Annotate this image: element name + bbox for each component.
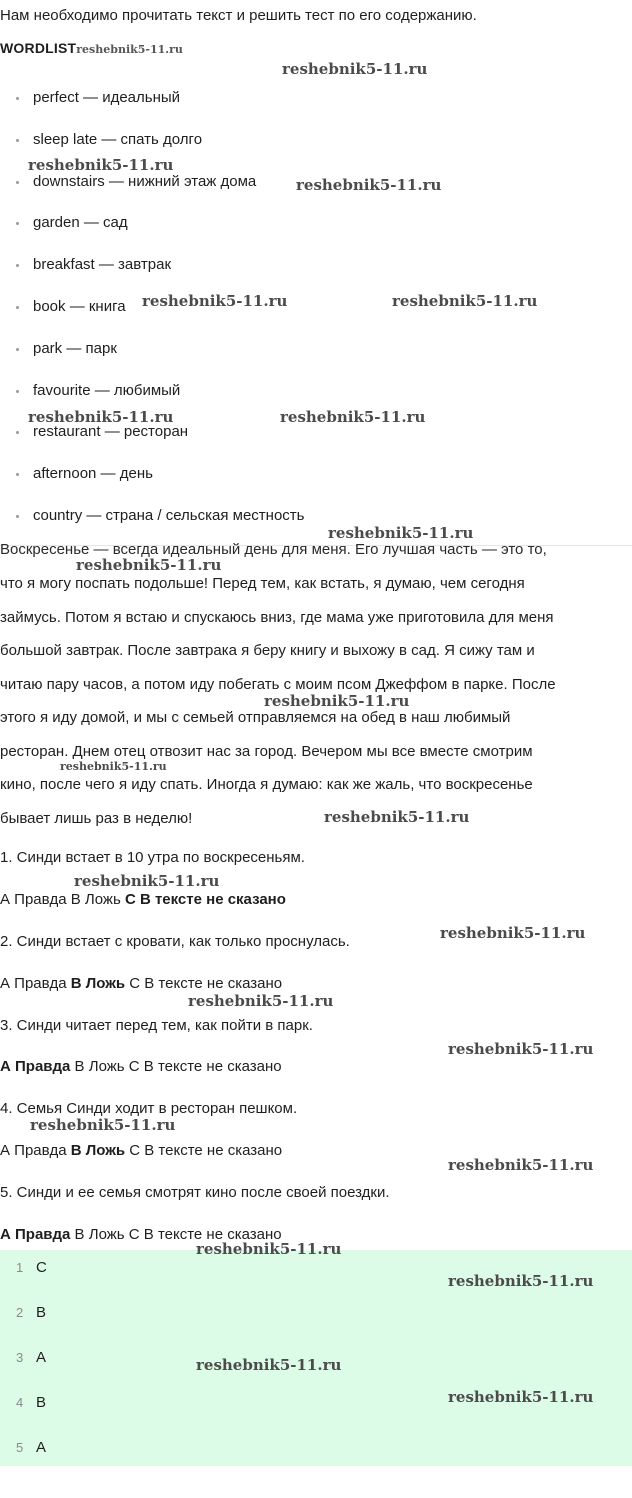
question-text: 1. Синди встает в 10 утра по воскресеньям. (0, 849, 305, 866)
question-text: 4. Семья Синди ходит в ресторан пешком. (0, 1100, 298, 1117)
watermark: reshebnik5-11.ru (328, 524, 474, 542)
watermark: reshebnik5-11.ru (196, 1356, 342, 1374)
story-line: этого я иду домой, и мы с семьей отправляемся на обед в наш любимый (0, 709, 511, 726)
wordlist-item-text: favourite — любимый (33, 381, 181, 399)
option-c-selected: С В тексте не сказано (124, 891, 286, 908)
option-b: В Ложь (70, 891, 121, 908)
answer-key-value: А (36, 1349, 47, 1366)
option-a-selected: А Правда (0, 1058, 71, 1075)
bullet-icon (16, 139, 19, 142)
option-c: С В тексте не сказано (128, 1058, 282, 1075)
wordlist-item (0, 88, 304, 130)
answer-options (0, 974, 282, 994)
story-line: читаю пару часов, а потом иду побегать с моим псом Джеффом в парке. После (0, 675, 556, 693)
wordlist-item (0, 213, 304, 255)
option-a: А Правда (0, 891, 67, 908)
answer-key-value: В (36, 1304, 47, 1321)
bullet-icon (16, 390, 19, 393)
wordlist-item-text: afternoon — день (33, 465, 153, 483)
wordlist-item (0, 255, 304, 297)
option-a: А Правда (0, 1142, 67, 1159)
answer-options (0, 1141, 282, 1161)
wordlist-title-label: WORDLIST (0, 40, 77, 56)
answer-key-value: С (36, 1259, 47, 1276)
watermark: reshebnik5-11.ru (440, 924, 586, 942)
wordlist-item-text: breakfast — завтрак (33, 256, 172, 274)
watermark: reshebnik5-11.ru (448, 1388, 594, 1406)
question-text: 5. Синди и ее семья смотрят кино после своей поездки. (0, 1184, 390, 1201)
story-text (0, 540, 632, 842)
story-line: займусь. Потом я встаю и спускаюсь вниз, где мама уже приготовила для меня (0, 608, 554, 626)
bullet-icon (16, 181, 19, 184)
wordlist-item-text: perfect — идеальный (33, 89, 181, 106)
answer-key-number: 4 (16, 1395, 24, 1410)
watermark: reshebnik5-11.ru (28, 156, 174, 174)
option-b-selected: В Ложь (70, 1142, 126, 1159)
question-text: 2. Синди встает с кровати, как только проснулась. (0, 933, 350, 950)
option-b: В Ложь (74, 1226, 125, 1243)
answer-key-value: В (36, 1394, 47, 1411)
watermark: reshebnik5-11.ru (76, 43, 183, 56)
answer-options (0, 1057, 282, 1077)
answer-key-value: А (36, 1439, 47, 1456)
wordlist-item-text: sleep late — спать долго (33, 130, 203, 148)
watermark: reshebnik5-11.ru (448, 1272, 594, 1290)
answer-key-number: 2 (16, 1305, 24, 1320)
bullet-icon (16, 306, 19, 309)
watermark: reshebnik5-11.ru (30, 1116, 176, 1134)
option-b-selected: В Ложь (70, 975, 126, 992)
watermark: reshebnik5-11.ru (448, 1040, 594, 1058)
wordlist-item (0, 172, 304, 214)
story-line: бывает лишь раз в неделю! (0, 809, 193, 827)
bullet-icon (16, 97, 19, 100)
watermark: reshebnik5-11.ru (264, 692, 410, 710)
intro-text: Нам необходимо прочитать текст и решить тест по его содержанию. (0, 7, 477, 24)
watermark: reshebnik5-11.ru (142, 292, 288, 310)
watermark: reshebnik5-11.ru (60, 760, 167, 773)
watermark: reshebnik5-11.ru (74, 872, 220, 890)
wordlist-item-text: country — страна / сельская местность (33, 506, 305, 524)
option-a-selected: А Правда (0, 1226, 71, 1243)
option-c: С В тексте не сказано (128, 1226, 282, 1243)
watermark: reshebnik5-11.ru (324, 808, 470, 826)
watermark: reshebnik5-11.ru (28, 408, 174, 426)
wordlist-item-text: book — книга (33, 297, 126, 315)
bullet-icon (16, 473, 19, 476)
watermark: reshebnik5-11.ru (188, 992, 334, 1010)
watermark: reshebnik5-11.ru (280, 408, 426, 426)
bullet-icon (16, 264, 19, 267)
watermark: reshebnik5-11.ru (448, 1156, 594, 1174)
wordlist-item (0, 339, 304, 381)
wordlist-item-text: garden — сад (33, 214, 128, 232)
bullet-icon (16, 222, 19, 225)
story-line: Воскресенье — всегда идеальный день для меня. Его лучшая часть — это то, (0, 541, 547, 558)
watermark: reshebnik5-11.ru (282, 60, 428, 78)
watermark: reshebnik5-11.ru (196, 1240, 342, 1258)
story-line: ресторан. Днем отец отвозит нас за город. Вечером мы все вместе смотрим (0, 742, 533, 760)
option-c: С В тексте не сказано (129, 975, 283, 992)
answer-key-number: 1 (16, 1260, 24, 1275)
bullet-icon (16, 515, 19, 518)
wordlist-item-text: park — парк (33, 339, 117, 357)
option-a: А Правда (0, 975, 67, 992)
answer-key-number: 5 (16, 1440, 24, 1455)
answer-key-number: 3 (16, 1350, 24, 1365)
wordlist-item-text: downstairs — нижний этаж дома (33, 172, 257, 190)
wordlist-item-text: restaurant — ресторан (33, 423, 189, 441)
wordlist-title (0, 40, 183, 56)
bullet-icon (16, 348, 19, 351)
watermark: reshebnik5-11.ru (76, 556, 222, 574)
story-line: что я могу поспать подольше! Перед тем, как встать, я думаю, чем сегодня (0, 575, 525, 592)
watermark: reshebnik5-11.ru (392, 292, 538, 310)
bullet-icon (16, 431, 19, 434)
wordlist-item (0, 464, 304, 506)
story-line: большой завтрак. После завтрака я беру книгу и выхожу в сад. Я сижу там и (0, 642, 535, 659)
question-text: 3. Синди читает перед тем, как пойти в парк. (0, 1017, 313, 1034)
watermark: reshebnik5-11.ru (296, 176, 442, 194)
story-line: кино, после чего я иду спать. Иногда я думаю: как же жаль, что воскресенье (0, 776, 533, 793)
option-c: С В тексте не сказано (129, 1142, 283, 1159)
option-b: В Ложь (74, 1058, 125, 1075)
answer-options (0, 890, 286, 910)
wordlist-item (0, 422, 304, 464)
